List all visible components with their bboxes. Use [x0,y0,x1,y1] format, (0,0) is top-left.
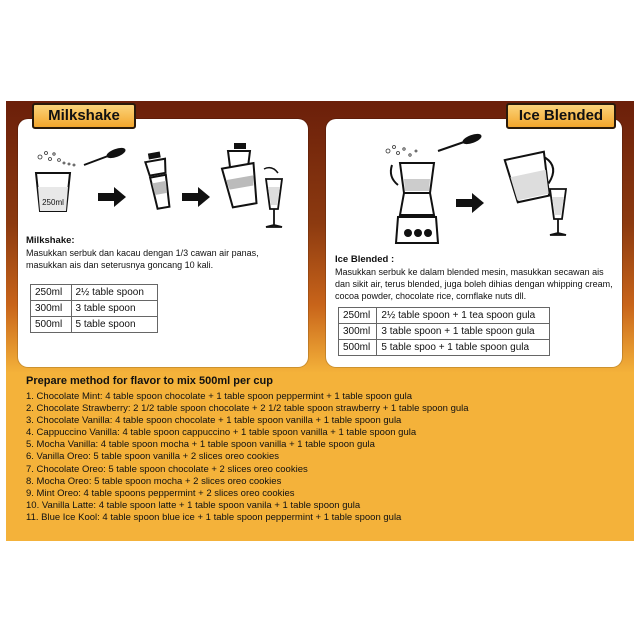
arrow-icon [456,193,484,213]
powder-icon [386,146,417,157]
ice-blended-instruction-line: cocoa powder, chocolate rice, cornflake nuts dll. [335,291,527,301]
volume-cell: 250ml [339,308,377,324]
blender-icon [391,163,438,243]
milkshake-instruction-line: masukkan ais dan seterusnya goncang 10 kali. [26,260,214,270]
list-item: 11. Blue Ice Kool: 4 table spoon blue ice + 1 table spoon peppermint + 1 table spoon gula [26,511,402,523]
arrow-icon [98,187,126,207]
ice-blended-tab: Ice Blended [506,103,616,129]
amount-cell: 2½ table spoon + 1 tea spoon gula [377,308,550,324]
cup-icon [36,173,70,211]
method-title: Prepare method for flavor to mix 500ml per cup [26,375,273,387]
list-item: 1. Chocolate Mint: 4 table spoon chocolate + 1 table spoon peppermint + 1 table spoon gula [26,391,413,402]
list-item: 6. Vanilla Oreo: 5 table spoon vanilla + 2 slices oreo cookies [26,451,280,463]
table-row [339,340,550,356]
volume-cell: 500ml [31,317,72,333]
amount-cell: 5 table spoon [71,317,158,333]
milkshake-instructions [26,247,259,271]
list-item: 3. Chocolate Vanilla: 4 table spoon chocolate + 1 table spoon vanilla + 1 table spoon gula [26,415,402,427]
svg-text:250ml: 250ml [42,198,64,207]
volume-cell: 250ml [31,285,72,301]
list-item: 7. Chocolate Oreo: 5 table spoon chocolate + 2 slices oreo cookies [26,463,308,475]
list-item: 10. Vanilla Latte: 4 table spoon latte + 1 table spoon vanila + 1 table spoon gula [26,499,361,511]
table-row [339,308,550,324]
ice-blended-instruction-line: Masukkan serbuk ke dalam blended mesin, masukkan secawan ais [335,267,604,277]
ice-blended-illustration [332,129,618,249]
ice-blended-table [338,307,550,356]
milkshake-illustration [24,139,304,229]
table-row [31,285,158,301]
volume-cell: 300ml [339,324,377,340]
milkshake-table [30,284,158,333]
table-row [31,301,158,317]
volume-cell: 500ml [339,340,377,356]
list-item: 5. Mocha Vanilla: 4 table spoon mocha + 1 table spoon vanilla + 1 table spoon gula [26,439,375,451]
arrow-icon [182,187,210,207]
ice-blended-instruction-line: dan sikit air, terus blended, juga boleh dihias dengan whipping cream, [335,279,613,289]
shaker-icon [144,151,173,210]
ice-blended-title: Ice Blended : [335,254,395,265]
glass-icon [264,168,282,227]
milkshake-title: Milkshake: [26,235,75,246]
powder-icon [38,152,75,167]
list-item: 8. Mocha Oreo: 5 table spoon mocha + 2 slices oreo cookies [26,475,282,487]
list-item: 9. Mint Oreo: 4 table spoons peppermint + 2 slices oreo cookies [26,487,295,499]
list-item: 4. Cappuccino Vanilla: 4 table spoon cappuccino + 1 table spoon vanilla + 1 table spoon gula [26,427,417,439]
spoon-icon [84,146,127,165]
milkshake-tab: Milkshake [32,103,136,129]
glass-icon [550,189,566,235]
table-row [339,324,550,340]
table-row [31,317,158,333]
shaker-icon [222,163,260,208]
milkshake-instruction-line: Masukkan serbuk dan kacau dengan 1/3 cawan air panas, [26,248,259,258]
amount-cell: 3 table spoon + 1 table spoon gula [377,324,550,340]
amount-cell: 3 table spoon [71,301,158,317]
amount-cell: 5 table spoo + 1 table spoon gula [377,340,550,356]
method-list [26,391,469,524]
volume-cell: 300ml [31,301,72,317]
spoon-icon [438,132,483,151]
amount-cell: 2½ table spoon [71,285,158,301]
list-item: 2. Chocolate Strawberry: 2 1/2 table spoon chocolate + 2 1/2 table spoon strawberry + 1 table spoon gula [26,403,469,415]
ice-blended-instructions [335,266,613,302]
recipe-sheet [6,101,634,541]
